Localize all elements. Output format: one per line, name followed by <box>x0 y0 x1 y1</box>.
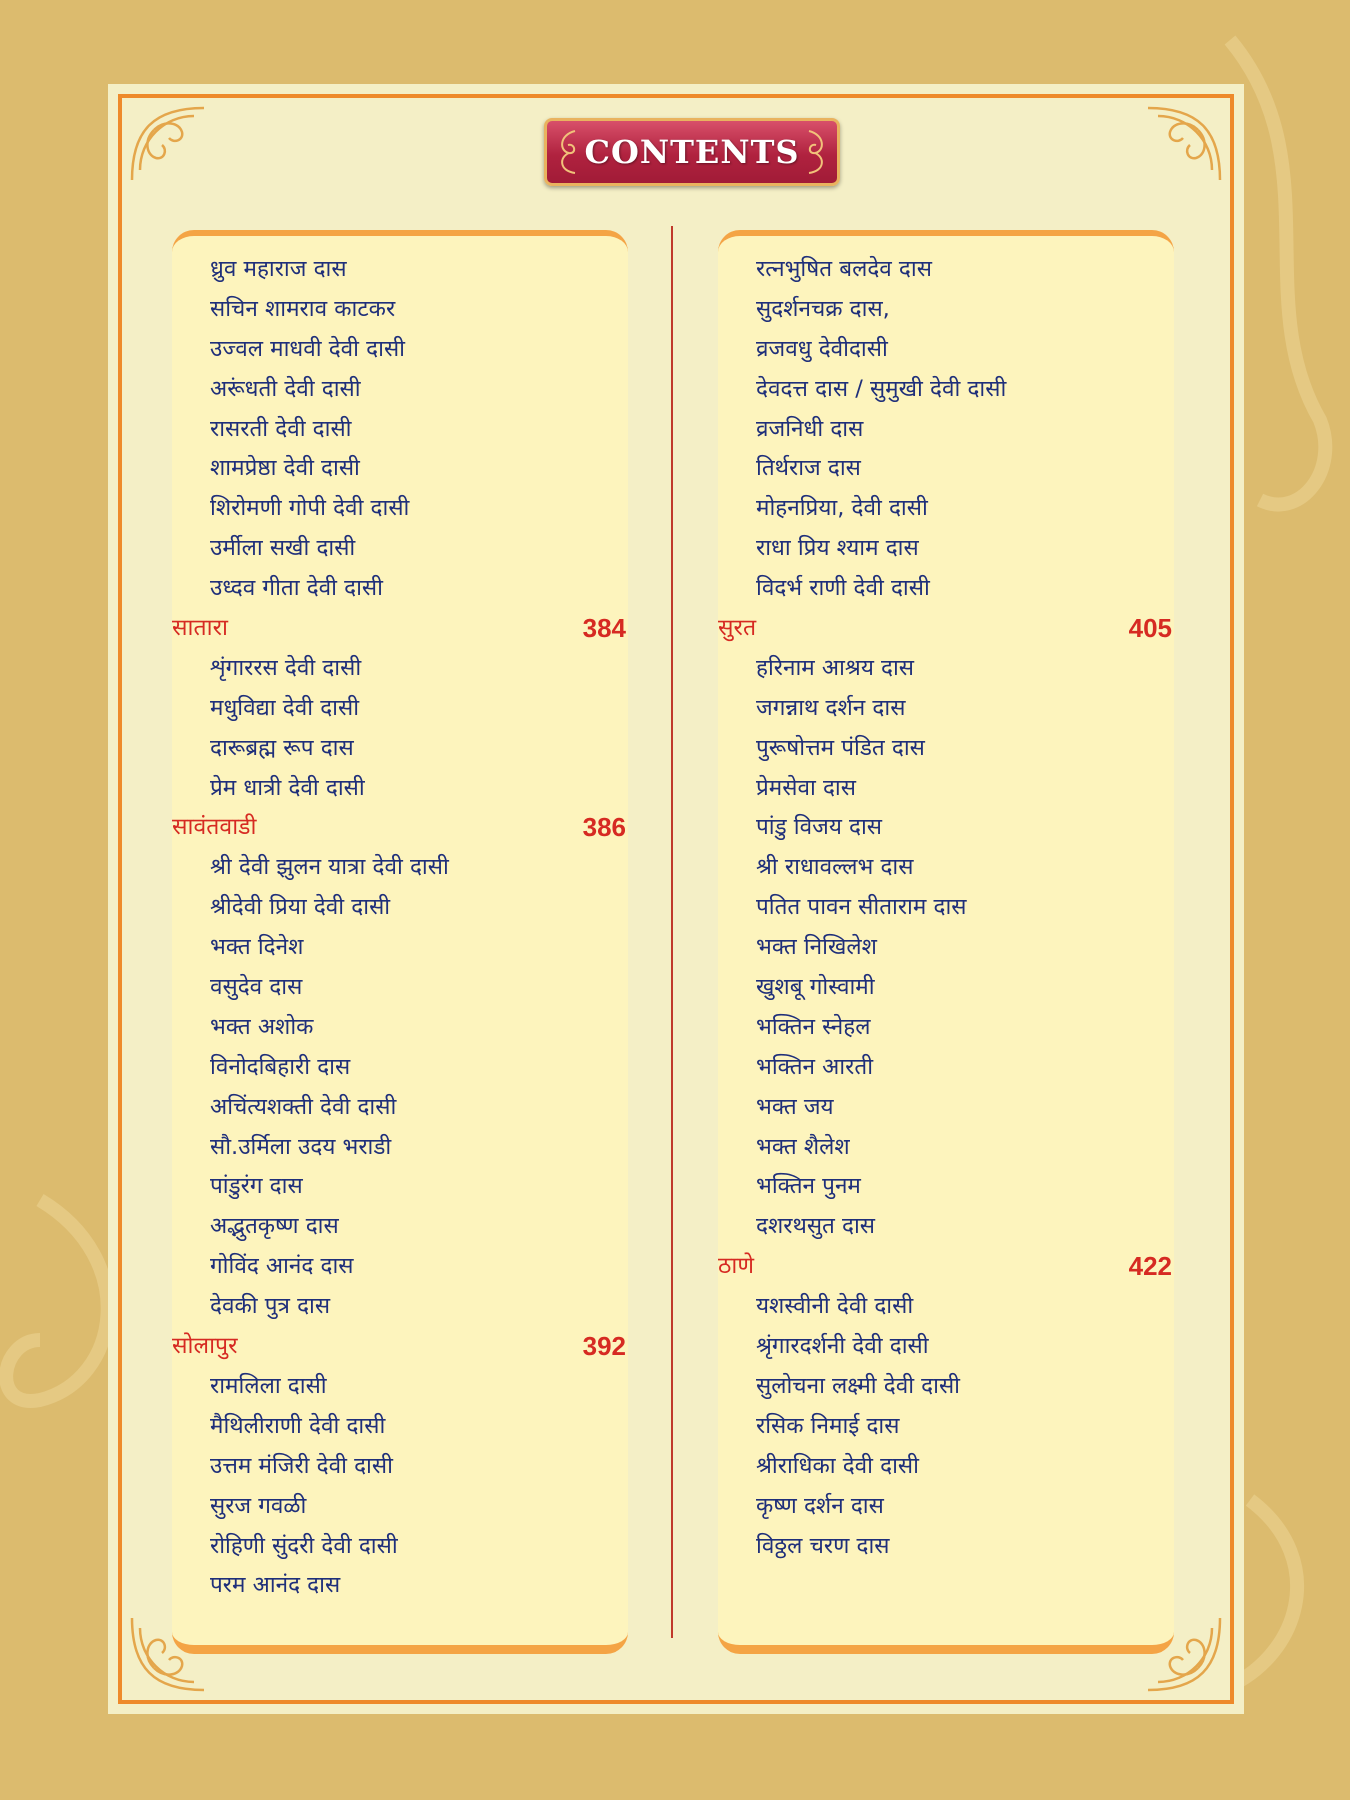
list-item: रत्नभुषित बलदेव दास <box>756 256 932 282</box>
list-item: रासरती देवी दासी <box>210 415 352 442</box>
list-item: पांडुरंग दास <box>210 1173 303 1200</box>
list-item: श्रीराधिका देवी दासी <box>756 1452 919 1479</box>
list-item: जगन्नाथ दर्शन दास <box>756 694 906 721</box>
list-item: रसिक निमाई दास <box>756 1412 900 1439</box>
list-item: श्रीदेवी प्रिया देवी दासी <box>210 894 391 921</box>
list-item: दशरथसुत दास <box>756 1213 875 1240</box>
corner-ornament-icon <box>124 100 214 190</box>
list-item: रामलिला दासी <box>210 1372 327 1399</box>
contents-page <box>108 84 1244 1714</box>
section-header <box>718 1247 1174 1287</box>
list-item: हरिनाम आश्रय दास <box>756 654 915 681</box>
list-item: उत्तम मंजिरी देवी दासी <box>210 1452 393 1479</box>
list-item: अरूंधती देवी दासी <box>210 375 361 402</box>
list-item: भक्त दिनेश <box>210 934 304 961</box>
list-item: भक्त अशोक <box>210 1013 314 1040</box>
section-page-number: 405 <box>1128 613 1172 644</box>
list-item: उज्वल माधवी देवी दासी <box>210 335 405 362</box>
list-item: भक्त शैलेश <box>756 1133 850 1160</box>
list-item: सुरज गवळी <box>210 1492 307 1519</box>
list-item: शामप्रेष्ठा देवी दासी <box>210 455 360 482</box>
list-item: श्री राधावल्लभ दास <box>756 854 914 881</box>
list-item: प्रेम धात्री देवी दासी <box>210 774 365 801</box>
section-header <box>172 1327 628 1367</box>
section-title: सोलापुर <box>172 1333 238 1360</box>
section-page-number: 392 <box>582 1331 626 1362</box>
list-item: खुशबू गोस्वामी <box>756 974 875 1001</box>
section-title: सुरत <box>718 615 757 642</box>
section-title: सातारा <box>172 615 228 642</box>
list-item: विनोदबिहारी दास <box>210 1053 351 1080</box>
list-item: राधा प्रिय श्याम दास <box>756 535 919 562</box>
list-item: सुलोचना लक्ष्मी देवी दासी <box>756 1372 960 1399</box>
list-item: विदर्भ राणी देवी दासी <box>756 575 930 602</box>
list-item: उध्दव गीता देवी दासी <box>210 575 383 602</box>
section-page-number: 422 <box>1128 1251 1172 1282</box>
list-item: परम आनंद दास <box>210 1572 341 1599</box>
list-item: श्रृंगारदर्शनी देवी दासी <box>756 1333 929 1360</box>
list-item: पांडु विजय दास <box>756 814 883 841</box>
list-item: अद्भुतकृष्ण दास <box>210 1213 339 1240</box>
section-page-number: 386 <box>582 812 626 843</box>
list-item: तिर्थराज दास <box>756 455 861 482</box>
list-item: भक्तिन पुनम <box>756 1173 861 1200</box>
contents-title-plate <box>544 118 840 186</box>
list-item: वसुदेव दास <box>210 974 303 1001</box>
list-item: पुरूषोत्तम पंडित दास <box>756 734 925 761</box>
list-item: उर्मीला सखी दासी <box>210 535 356 562</box>
list-item: ध्रुव महाराज दास <box>210 256 347 282</box>
list-item: भक्तिन आरती <box>756 1053 874 1080</box>
list-item: अचिंत्यशक्ती देवी दासी <box>210 1093 397 1120</box>
list-item: गोविंद आनंद दास <box>210 1253 354 1280</box>
left-column <box>172 250 628 1606</box>
column-divider <box>671 226 673 1638</box>
list-item: यशस्वीनी देवी दासी <box>756 1293 914 1320</box>
list-item: मैथिलीराणी देवी दासी <box>210 1412 386 1439</box>
list-item: पतित पावन सीताराम दास <box>756 894 967 921</box>
list-item: देवकी पुत्र दास <box>210 1293 331 1320</box>
list-item: श्री देवी झुलन यात्रा देवी दासी <box>210 854 449 881</box>
list-item: भक्त जय <box>756 1093 834 1120</box>
page-title: CONTENTS <box>584 133 800 171</box>
list-item: मधुविद्या देवी दासी <box>210 694 360 721</box>
list-item: सचिन शामराव काटकर <box>210 295 396 322</box>
section-page-number: 384 <box>582 613 626 644</box>
list-item: सौ.उर्मिला उदय भराडी <box>210 1133 392 1160</box>
list-item: दारूब्रह्म रूप दास <box>210 734 354 761</box>
section-header <box>172 609 628 649</box>
list-item: मोहनप्रिया, देवी दासी <box>756 495 928 522</box>
list-item: देवदत्त दास / सुमुखी देवी दासी <box>756 375 1007 402</box>
list-item: भक्त निखिलेश <box>756 934 877 961</box>
section-title: ठाणे <box>718 1253 754 1280</box>
section-header <box>718 609 1174 649</box>
list-item: प्रेमसेवा दास <box>756 774 856 801</box>
list-item: भक्तिन स्नेहल <box>756 1013 871 1040</box>
list-item: रोहिणी सुंदरी देवी दासी <box>210 1532 398 1559</box>
list-item: कृष्ण दर्शन दास <box>756 1492 884 1519</box>
right-column <box>718 250 1174 1566</box>
scroll-ornament-icon <box>801 127 831 177</box>
section-title: सावंतवाडी <box>172 814 257 841</box>
list-item: शिरोमणी गोपी देवी दासी <box>210 495 410 522</box>
list-item: विठ्ठल चरण दास <box>756 1532 890 1559</box>
corner-ornament-icon <box>1138 100 1228 190</box>
list-item: व्रजवधु देवीदासी <box>756 335 888 362</box>
list-item: व्रजनिधी दास <box>756 415 864 442</box>
section-header <box>172 808 628 848</box>
scroll-ornament-icon <box>553 127 583 177</box>
list-item: सुदर्शनचक्र दास, <box>756 295 890 322</box>
list-item: शृंगाररस देवी दासी <box>210 654 362 681</box>
